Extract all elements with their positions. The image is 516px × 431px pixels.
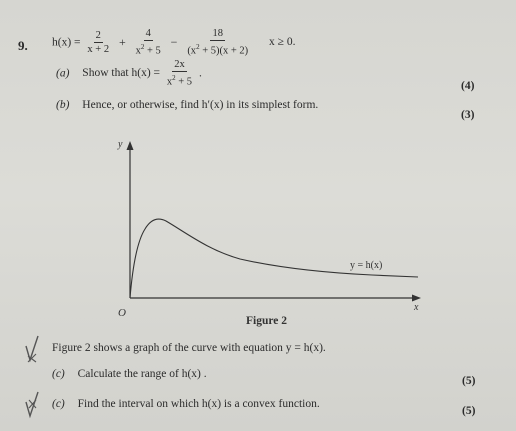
y-axis-label: y bbox=[118, 139, 123, 150]
term-3-den-b: + 5)(x + 2) bbox=[199, 45, 249, 57]
term-3-den-a: (x bbox=[187, 45, 197, 57]
part-a-marks: (4) bbox=[461, 80, 475, 92]
term-3-den-exponent: 2 bbox=[196, 43, 200, 51]
part-a-den-rest: + 5 bbox=[175, 76, 193, 88]
part-a-text: Show that h(x) = bbox=[82, 67, 161, 80]
term-2-den-exponent: 2 bbox=[140, 43, 145, 51]
part-b-text: Hence, or otherwise, find h′(x) in its simplest form. bbox=[82, 99, 319, 111]
term-3-numerator: 18 bbox=[212, 28, 223, 39]
part-c-convex-text: Find the interval on which h(x) is a convex function. bbox=[77, 398, 320, 410]
part-a-label: (a) bbox=[56, 67, 70, 80]
handwritten-tick-mark bbox=[24, 390, 46, 420]
part-a-den-base: x bbox=[166, 76, 173, 88]
figure-intro-text: Figure 2 shows a graph of the curve with equation y = h(x). bbox=[52, 342, 326, 354]
handwritten-tick-mark bbox=[24, 334, 46, 364]
term-2-den-base: x bbox=[135, 45, 141, 57]
part-c-convex-label: (c) bbox=[52, 398, 65, 410]
part-c-convex-marks: (5) bbox=[462, 405, 476, 417]
part-c-range-marks: (5) bbox=[462, 375, 476, 387]
figure-caption: Figure 2 bbox=[246, 315, 287, 327]
domain-condition: x ≥ 0. bbox=[269, 36, 296, 49]
origin-label: O bbox=[118, 307, 126, 319]
part-b-label: (b) bbox=[56, 99, 70, 111]
part-b-marks: (3) bbox=[461, 109, 475, 121]
y-axis-arrow bbox=[127, 141, 134, 150]
operator-minus: − bbox=[170, 34, 178, 49]
part-c-range-text: Calculate the range of h(x) . bbox=[77, 368, 207, 380]
term-2-numerator: 4 bbox=[145, 28, 151, 39]
definition-lhs: h(x) = bbox=[52, 36, 81, 49]
curve-label: y = h(x) bbox=[350, 260, 383, 271]
part-a-den-exponent: 2 bbox=[172, 74, 176, 82]
part-a-numerator: 2x bbox=[174, 59, 185, 70]
part-c-range bbox=[52, 368, 207, 380]
curve-h-of-x bbox=[130, 219, 418, 298]
term-1-denominator: x + 2 bbox=[87, 43, 110, 55]
term-1-numerator: 2 bbox=[95, 29, 101, 41]
x-axis-label: x bbox=[414, 302, 419, 313]
term-2-den-rest: + 5 bbox=[144, 45, 161, 57]
part-a-period: . bbox=[198, 67, 202, 80]
operator-plus: + bbox=[118, 34, 126, 49]
x-axis-arrow bbox=[412, 295, 421, 302]
part-c-range-label: (c) bbox=[52, 368, 65, 380]
question-number: 9. bbox=[18, 38, 28, 53]
part-c-convex bbox=[52, 398, 320, 410]
